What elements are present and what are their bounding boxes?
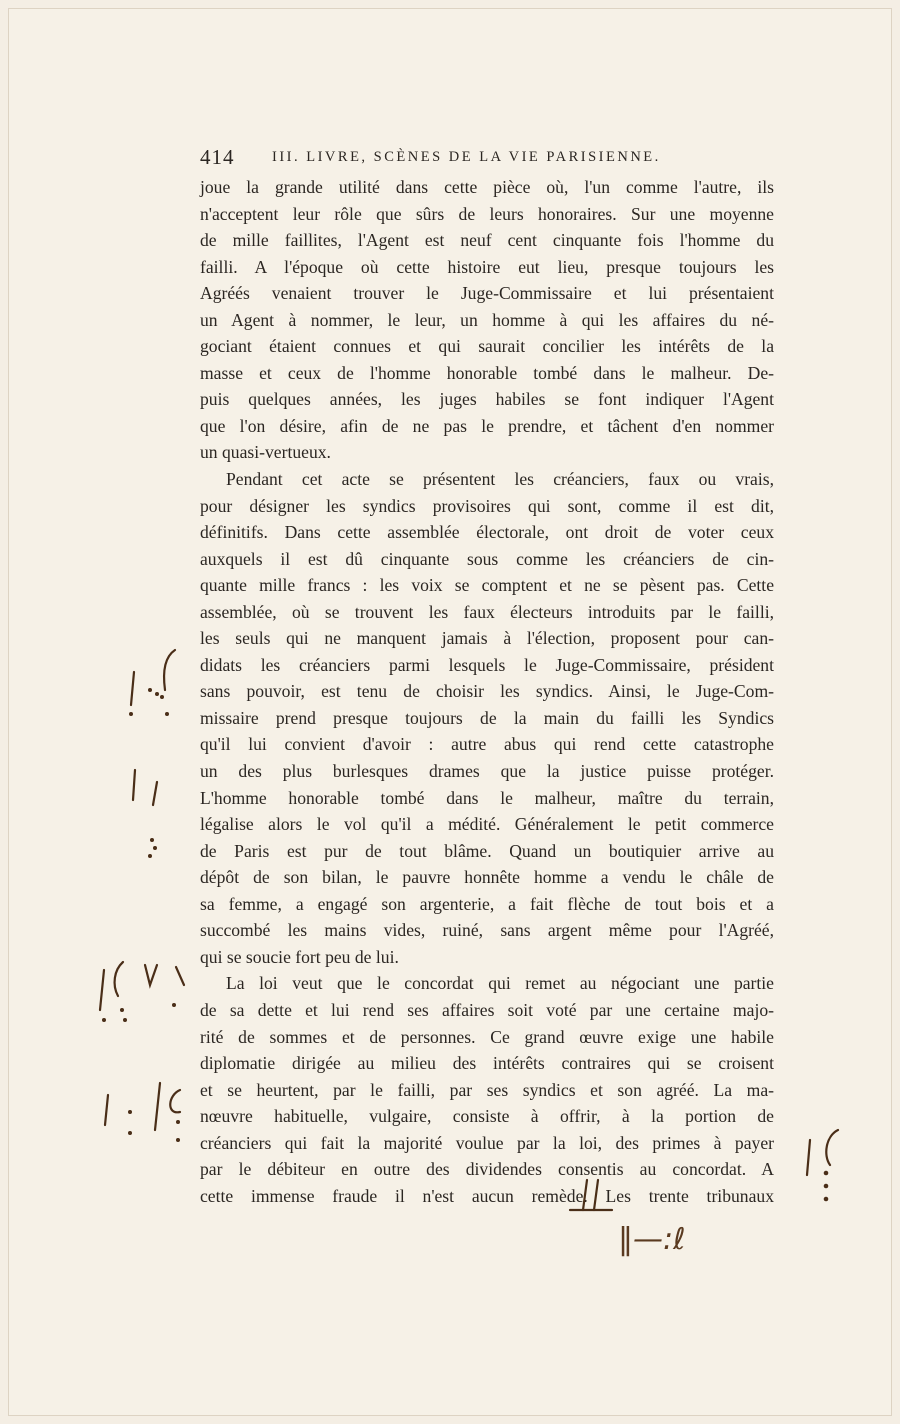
- text-line: cette immense fraude il n'est aucun remède. Les trente tribunaux: [200, 1185, 774, 1206]
- pencil-dot-mark: [148, 854, 152, 858]
- text-line: puis quelques années, les juges habiles se font indiquer l'Agent: [200, 389, 774, 410]
- pencil-stroke-mark: [164, 650, 175, 690]
- text-line: créanciers qui fait la majorité voulue par la loi, des primes à payer: [200, 1132, 774, 1153]
- pencil-stroke-mark: [155, 1083, 160, 1130]
- text-line: un quasi-vertueux.: [200, 442, 331, 463]
- pencil-stroke-mark: [176, 967, 184, 985]
- pencil-stroke-mark: [105, 1095, 108, 1125]
- text-line: rité de sommes et de personnes. Ce grand œuvre exige une habile: [200, 1026, 774, 1047]
- pencil-dot-mark: [150, 838, 154, 842]
- text-line: et se heurtent, par le failli, par ses syndics et son agréé. La ma-: [200, 1079, 774, 1100]
- text-line: dépôt de son bilan, le pauvre honnête homme a vendu le châle de: [200, 867, 774, 888]
- text-line: Pendant cet acte se présentent les créanciers, faux ou vrais,: [226, 469, 774, 490]
- text-line: failli. A l'époque où cette histoire eut lieu, presque toujours les: [200, 256, 774, 277]
- text-line: succombé les mains vides, ruiné, sans argent même pour l'Agréé,: [200, 920, 774, 941]
- text-line: assemblée, où se trouvent les faux électeurs introduits par le failli,: [200, 601, 774, 622]
- pencil-stroke-mark: [133, 770, 135, 800]
- text-line: missaire prend presque toujours de la main du failli les Syndics: [200, 707, 774, 728]
- pencil-dot-mark: [176, 1138, 180, 1142]
- text-line: les seuls qui ne manquent jamais à l'élection, proposent pour can-: [200, 628, 774, 649]
- pencil-dot-mark: [128, 1131, 132, 1135]
- text-line: de sa dette et lui rend ses affaires soit voté par une certaine majo-: [200, 999, 774, 1020]
- text-line: sans pouvoir, est tenu de choisir les syndics. Ainsi, le Juge-Com-: [200, 681, 774, 702]
- pencil-stroke-mark: [153, 782, 157, 805]
- text-line: didats les créanciers parmi lesquels le Juge-Commissaire, président: [200, 654, 774, 675]
- pencil-dot-mark: [172, 1003, 176, 1007]
- text-line: définitifs. Dans cette assemblée électorale, ont droit de voter ceux: [200, 522, 774, 543]
- pencil-dot-mark: [129, 712, 133, 716]
- pencil-dot-mark: [176, 1120, 180, 1124]
- text-line: diplomatie dirigée au milieu des intérêts contraires qui se croisent: [200, 1053, 774, 1074]
- pencil-dot-mark: [824, 1171, 829, 1176]
- pencil-stroke-mark: [826, 1130, 838, 1165]
- text-line: nœuvre habituelle, vulgaire, consiste à offrir, à la portion de: [200, 1106, 774, 1127]
- pencil-stroke-mark: [583, 1180, 587, 1210]
- text-line: n'acceptent leur rôle que sûrs de leurs honoraires. Sur une moyenne: [200, 203, 774, 224]
- pencil-dot-mark: [123, 1018, 127, 1022]
- pencil-dot-mark: [153, 846, 157, 850]
- text-line: sa femme, a engagé son argenterie, a fait flèche de tout bois et a: [200, 893, 774, 914]
- pencil-stroke-mark: [807, 1140, 810, 1175]
- pencil-dot-mark: [165, 712, 169, 716]
- pencil-dot-mark: [128, 1110, 132, 1114]
- text-line: de mille faillites, l'Agent est neuf cent cinquante fois l'homme du: [200, 230, 774, 251]
- pencil-dot-mark: [155, 692, 159, 696]
- pencil-dot-mark: [148, 688, 152, 692]
- pencil-dot-mark: [824, 1184, 829, 1189]
- text-line: un Agent à nommer, le leur, un homme à qui les affaires du né-: [200, 309, 774, 330]
- text-line: de Paris est pur de tout blâme. Quand un boutiquier arrive au: [200, 840, 774, 861]
- text-line: qu'il lui convient d'avoir : autre abus qui rend cette catastrophe: [200, 734, 774, 755]
- text-line: gociant étaient connues et qui saurait concilier les intérêts de la: [200, 336, 774, 357]
- page-number: 414: [200, 145, 235, 169]
- text-line: par le débiteur en outre des dividendes consentis au concordat. A: [200, 1159, 774, 1180]
- pencil-dot-mark: [824, 1197, 829, 1202]
- pencil-dot-mark: [102, 1018, 106, 1022]
- running-title: III. LIVRE, SCÈNES DE LA VIE PARISIENNE.: [272, 149, 661, 165]
- pencil-stroke-mark: [145, 965, 157, 985]
- pencil-dot-mark: [120, 1008, 124, 1012]
- pencil-stroke-mark: [100, 970, 104, 1010]
- pencil-stroke-mark: [594, 1180, 598, 1210]
- text-line: quante mille francs : les voix se comptent et ne se pèsent pas. Cette: [200, 575, 774, 596]
- text-line: Agréés venaient trouver le Juge-Commissaire et lui présentaient: [200, 283, 774, 304]
- text-line: légalise alors le vol qu'il a médité. Généralement le petit commerce: [200, 814, 774, 835]
- pencil-dot-mark: [160, 695, 164, 699]
- bottom-handwritten-mark: ‖—:ℓ: [618, 1222, 686, 1257]
- text-line: L'homme honorable tombé dans le malheur, maître du terrain,: [200, 787, 774, 808]
- text-line: qui se soucie fort peu de lui.: [200, 946, 399, 967]
- text-line: que l'on désire, afin de ne pas le prendre, et tâchent d'en nommer: [200, 415, 774, 436]
- pencil-stroke-mark: [131, 672, 134, 705]
- text-line: un des plus burlesques drames que la justice puisse protéger.: [200, 761, 774, 782]
- text-line: pour désigner les syndics provisoires qui sont, comme il est dit,: [200, 495, 774, 516]
- text-line: masse et ceux de l'homme honorable tombé dans le malheur. De-: [200, 362, 774, 383]
- pencil-stroke-mark: [170, 1090, 180, 1112]
- text-line: auxquels il est dû cinquante sous comme les créanciers de cin-: [200, 548, 774, 569]
- text-line: La loi veut que le concordat qui remet au négociant une partie: [226, 973, 774, 994]
- pencil-stroke-mark: [115, 962, 123, 996]
- text-line: joue la grande utilité dans cette pièce où, l'un comme l'autre, ils: [200, 177, 774, 197]
